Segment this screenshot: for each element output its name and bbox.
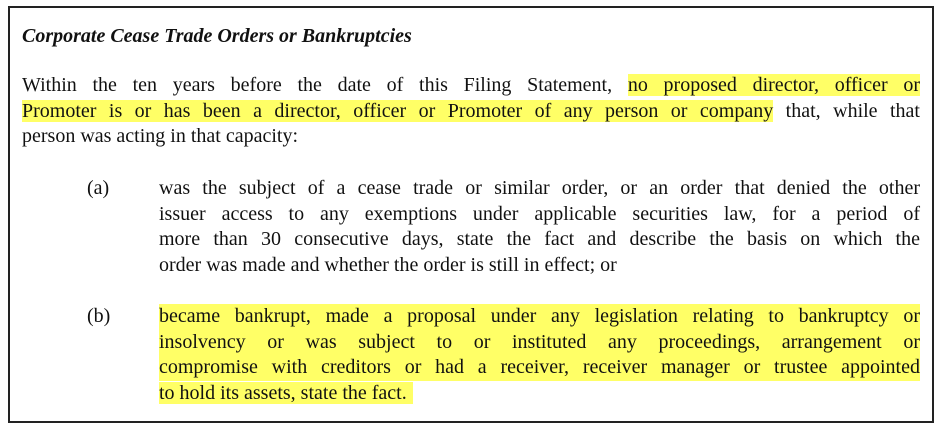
intro-line-3: person was acting in that capacity: (22, 125, 299, 147)
item-b-line (159, 304, 920, 330)
item-b-line-highlight: compromise with creditors or had a receiver, receiver manager or trustee appointed (159, 355, 920, 381)
item-b-text (159, 304, 920, 406)
intro-line-2-plain: that, while that (773, 99, 920, 122)
item-b-line-highlight: became bankrupt, made a proposal under any legislation relating to bankruptcy or (159, 304, 920, 330)
item-a-line: order was made and whether the order is still in effect; or (159, 253, 617, 276)
intro-line-2 (22, 99, 920, 125)
item-b-label: (b) (87, 305, 111, 327)
item-a-text (159, 176, 920, 278)
item-a-line: issuer access to any exemptions under applicable securities law, for a period of (159, 202, 920, 225)
intro-line-1 (22, 73, 920, 99)
item-a-line: more than 30 consecutive days, state the fact and describe the basis on which the (159, 228, 920, 250)
item-b-line (159, 381, 920, 407)
item-b-line (159, 355, 920, 381)
item-b-line (159, 330, 920, 356)
intro-paragraph (22, 73, 920, 150)
item-b-line-highlight: to hold its assets, state the fact. (159, 382, 413, 404)
intro-line-1-plain: Within the ten years before the date of this Filing Statement, (22, 74, 628, 96)
item-b-line-highlight: insolvency or was subject to or instituted any proceedings, arrangement or (159, 330, 920, 356)
intro-line-1-highlight: no proposed director, officer or (627, 74, 921, 96)
item-a-label: (a) (87, 177, 110, 199)
section-heading: Corporate Cease Trade Orders or Bankruptcies (22, 25, 412, 47)
item-a-line: was the subject of a cease trade or similar order, or an order that denied the other (159, 177, 920, 199)
intro-line-2-highlight: Promoter is or has been a director, officer or Promoter of any person or company (22, 99, 774, 122)
